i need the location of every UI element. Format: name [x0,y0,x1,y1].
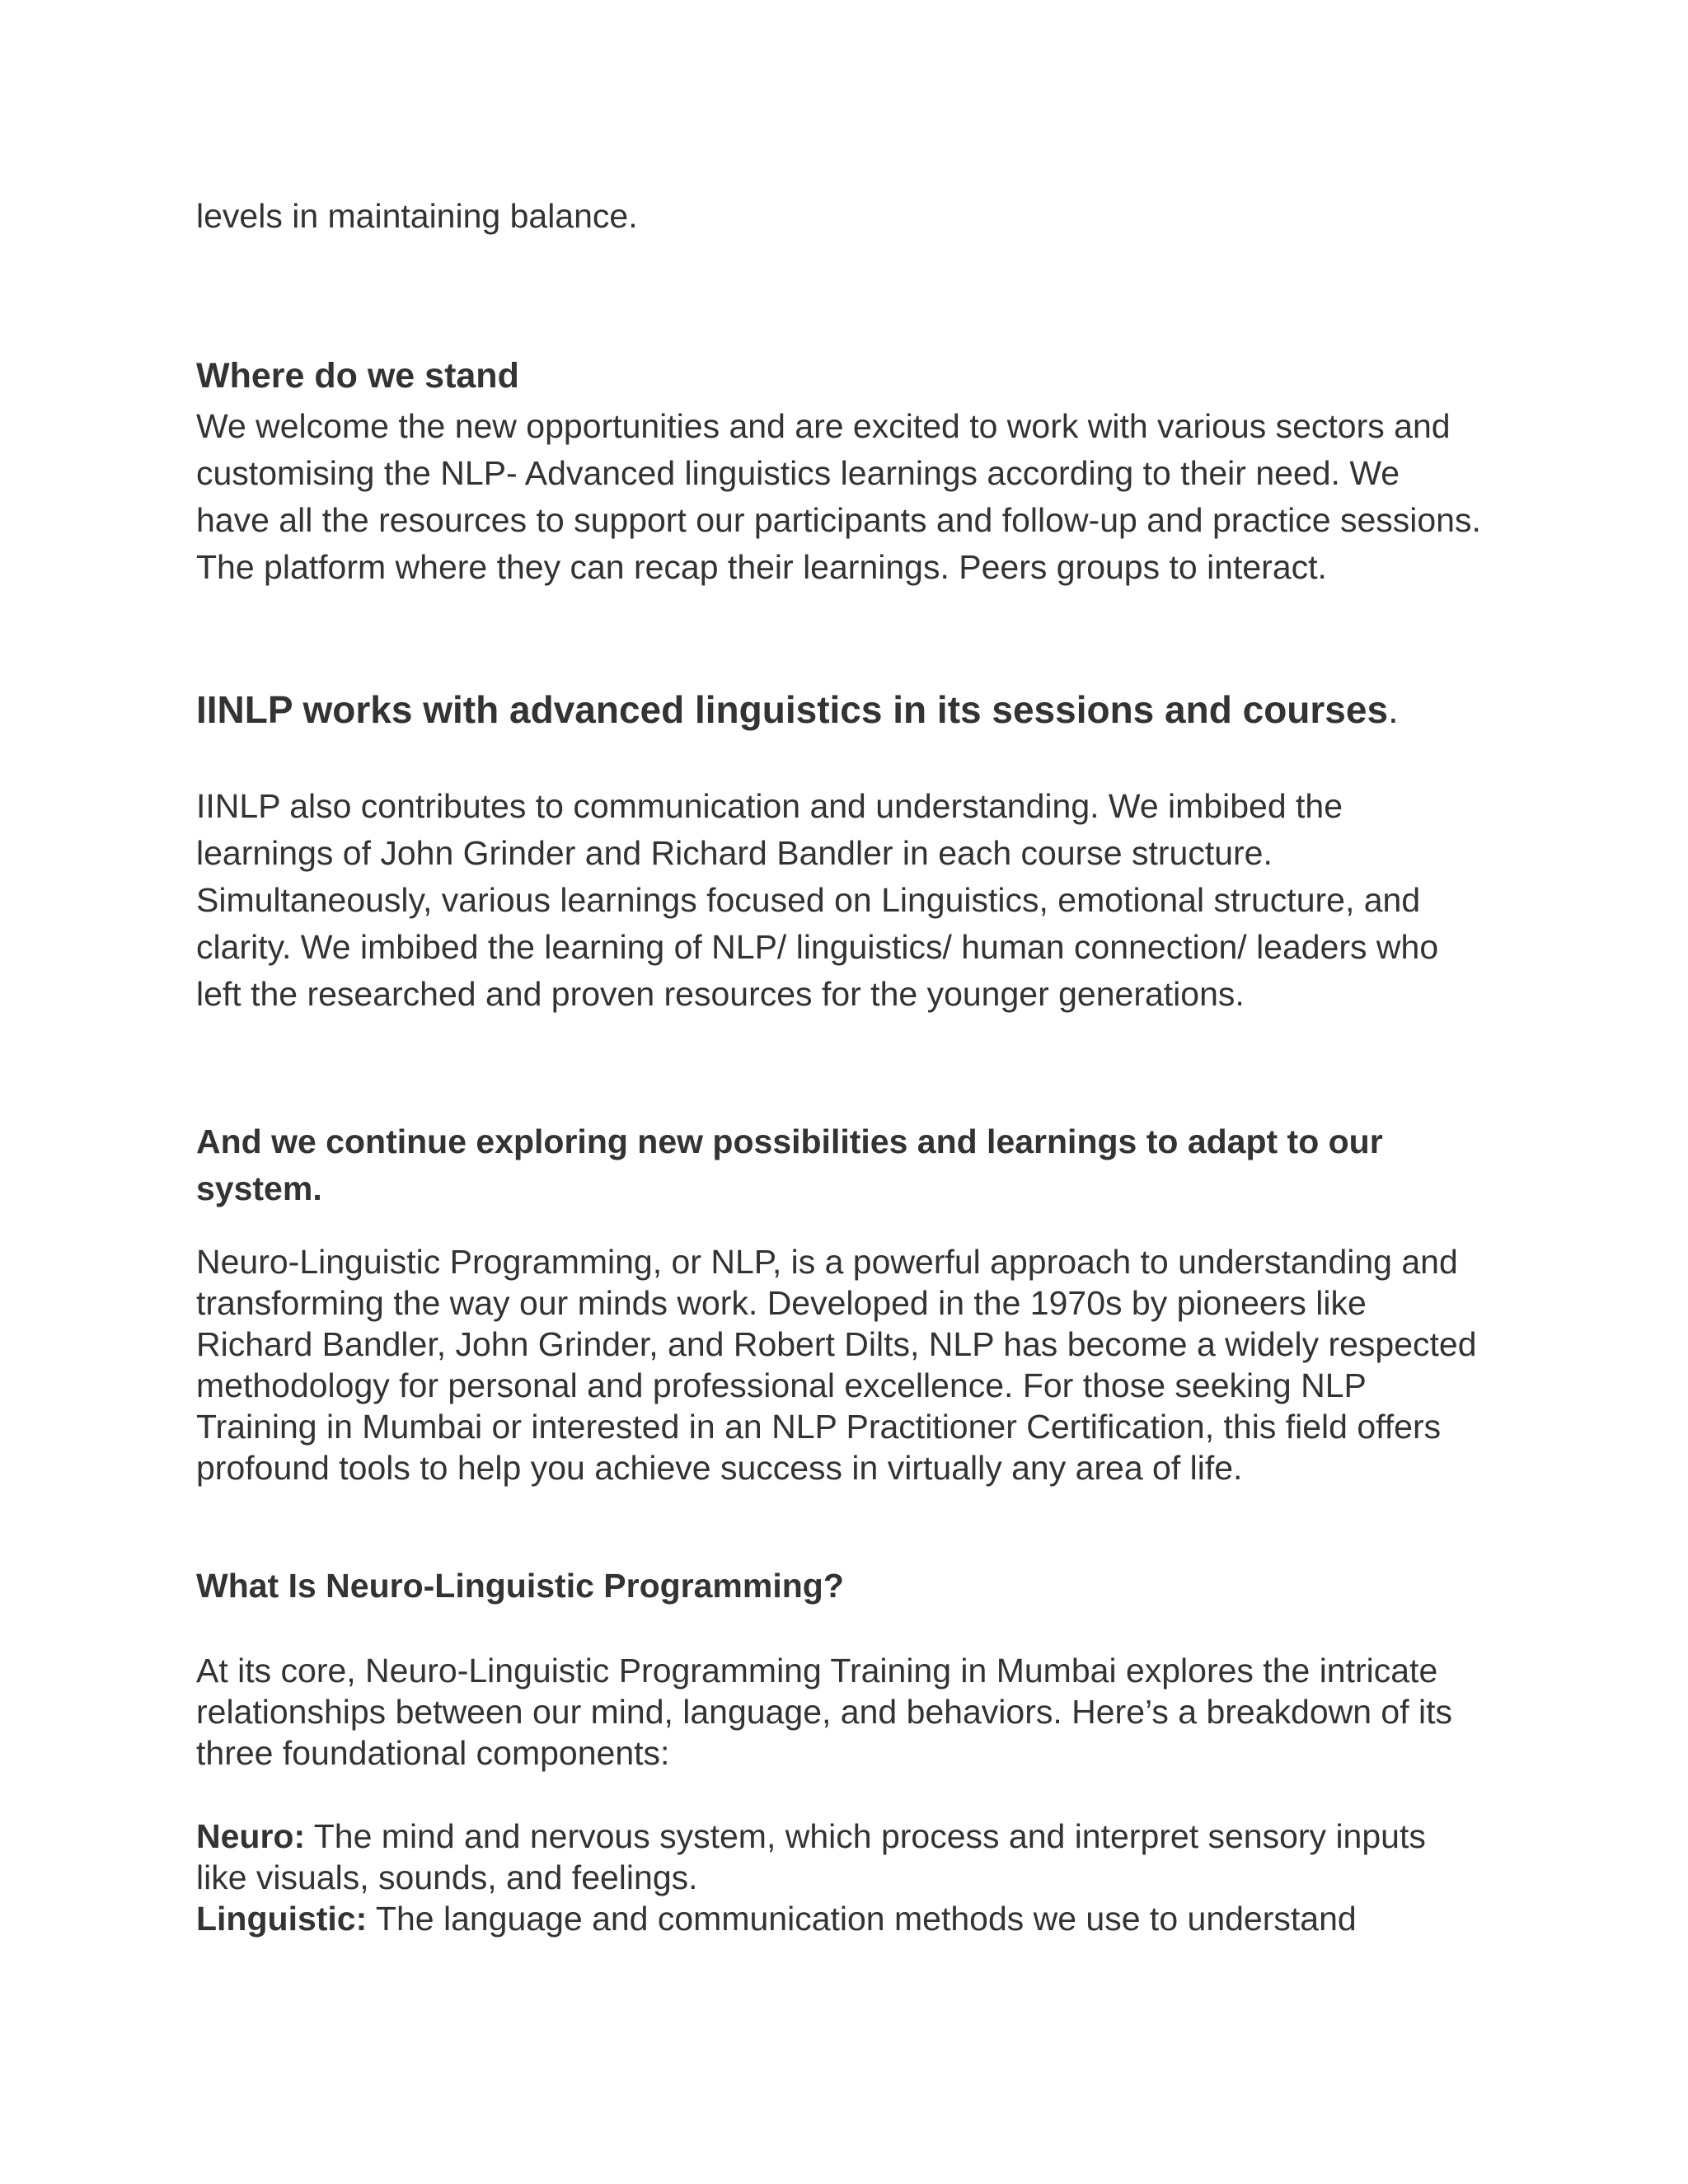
component-term-linguistic: Linguistic: [196,1900,368,1938]
component-item-linguistic [196,1898,1482,1939]
explore-heading: And we continue exploring new possibilities and learnings to adapt to our system. [196,1122,1383,1207]
component-text-linguistic: The language and communication methods we use to understand [367,1900,1357,1938]
iinlp-heading-text: IINLP works with advanced linguistics in its sessions and courses [196,688,1389,731]
intro-tail-text: levels in maintaining balance. [196,197,638,235]
iinlp-paragraph: IINLP also contributes to communication and understanding. We imbibed the learnings of John Grinder and Richard Bandler in each course structure. Simultaneously, various learnings focused on Linguistics, emotional structure, and clarity. We imbibed the learning of NLP/ linguistics/ human connection/ leaders who left the researched and proven resources for the younger generations. [196,787,1439,1013]
iinlp-heading [196,687,1482,733]
stand-heading: Where do we stand [196,356,519,396]
what-is-heading: What Is Neuro-Linguistic Programming? [196,1567,844,1605]
stand-paragraph: We welcome the new opportunities and are excited to work with various sectors and customising the NLP- Advanced linguistics learnings according to their need. We have all the resources to support our participants and follow-up and practice sessions. The platform where they can recap their learnings. Peers groups to interact. [196,407,1481,586]
component-text-neuro: The mind and nervous system, which process and interpret sensory inputs like visuals, sounds, and feelings. [196,1817,1426,1896]
explore-paragraph: Neuro-Linguistic Programming, or NLP, is a powerful approach to understanding and transforming the way our minds work. Developed in the 1970s by pioneers like Richard Bandler, John Grinder, and Robert Dilts, NLP has become a widely respected methodology for personal and professional excellence. For those seeking NLP Training in Mumbai or interested in an NLP Practitioner Certification, this field offers profound tools to help you achieve success in virtually any area of life. [196,1243,1477,1487]
component-term-neuro: Neuro: [196,1817,306,1855]
what-is-paragraph: At its core, Neuro-Linguistic Programming Training in Mumbai explores the intricate relationships between our mind, language, and behaviors. Here’s a breakdown of its three foundational components: [196,1652,1453,1772]
component-item-neuro [196,1816,1482,1898]
iinlp-heading-period: . [1388,688,1399,731]
